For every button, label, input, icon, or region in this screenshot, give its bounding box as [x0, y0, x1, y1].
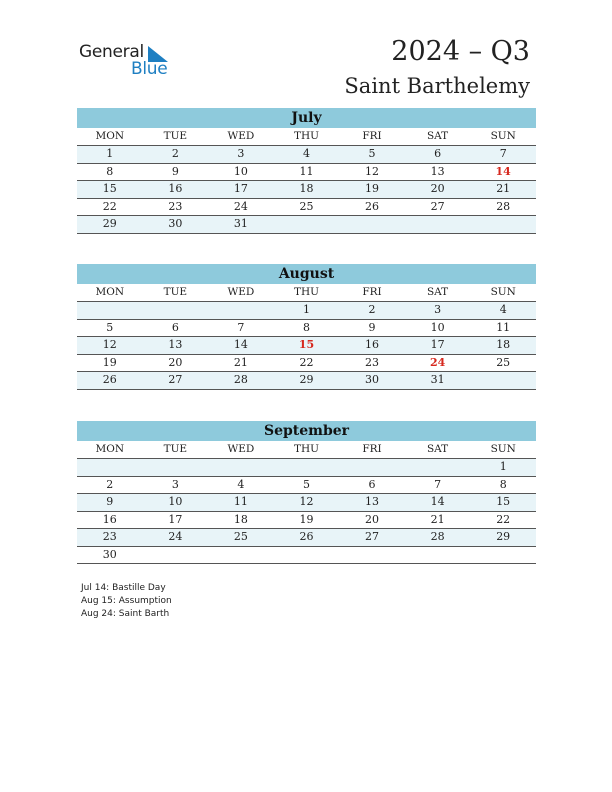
day-cell: 28: [208, 372, 274, 390]
week-row: [77, 511, 536, 529]
day-cell: 17: [143, 511, 209, 529]
day-cell: 7: [405, 476, 471, 494]
day-cell: 29: [77, 216, 143, 234]
day-cell: 13: [339, 494, 405, 512]
day-cell: 8: [470, 476, 536, 494]
weekday-label: SAT: [405, 128, 471, 146]
day-cell: 8: [77, 163, 143, 181]
month-calendar-september: [77, 421, 536, 564]
weekday-label: MON: [77, 441, 143, 459]
day-cell: 20: [405, 181, 471, 199]
day-cell: 13: [143, 337, 209, 355]
weekday-label: WED: [208, 441, 274, 459]
day-cell: 29: [470, 529, 536, 547]
day-cell: [77, 459, 143, 477]
day-cell: 30: [77, 546, 143, 564]
weekday-label: SUN: [470, 441, 536, 459]
day-cell: 27: [143, 372, 209, 390]
week-row: [77, 529, 536, 547]
day-cell: 15: [77, 181, 143, 199]
month-grid: [77, 441, 536, 564]
day-cell: 11: [274, 163, 340, 181]
week-row: [77, 354, 536, 372]
weekday-label: SUN: [470, 284, 536, 302]
week-row: [77, 216, 536, 234]
month-name: September: [77, 421, 536, 441]
week-row: [77, 546, 536, 564]
day-cell: 17: [405, 337, 471, 355]
day-cell: 12: [274, 494, 340, 512]
page-subtitle: Saint Barthelemy: [344, 74, 530, 98]
day-cell: [208, 546, 274, 564]
day-cell: 8: [274, 319, 340, 337]
day-cell: 3: [405, 302, 471, 320]
day-cell: 10: [208, 163, 274, 181]
holiday-notes: [81, 582, 172, 621]
day-cell: [339, 546, 405, 564]
weekday-header-row: [77, 284, 536, 302]
holiday-note: Aug 15: Assumption: [81, 596, 172, 606]
logo-word-general: General: [79, 42, 144, 62]
day-cell: 1: [274, 302, 340, 320]
week-row: [77, 494, 536, 512]
day-cell: 26: [274, 529, 340, 547]
day-cell: 4: [208, 476, 274, 494]
day-cell: [274, 216, 340, 234]
day-cell: 21: [208, 354, 274, 372]
week-row: [77, 372, 536, 390]
day-cell: 2: [143, 146, 209, 164]
logo-word-blue: Blue: [131, 59, 168, 79]
day-cell: [274, 546, 340, 564]
day-cell: 7: [208, 319, 274, 337]
day-cell: 26: [339, 198, 405, 216]
day-cell: 20: [143, 354, 209, 372]
day-cell: 1: [77, 146, 143, 164]
weekday-label: THU: [274, 128, 340, 146]
day-cell: 27: [339, 529, 405, 547]
day-cell: 28: [470, 198, 536, 216]
weekday-label: MON: [77, 128, 143, 146]
day-cell: 13: [405, 163, 471, 181]
day-cell: [143, 302, 209, 320]
month-calendar-august: [77, 264, 536, 390]
day-cell: 22: [77, 198, 143, 216]
week-row: [77, 337, 536, 355]
weekday-label: FRI: [339, 441, 405, 459]
day-cell: [77, 302, 143, 320]
day-cell: 25: [208, 529, 274, 547]
weekday-label: FRI: [339, 284, 405, 302]
weekday-header-row: [77, 441, 536, 459]
day-cell: 9: [77, 494, 143, 512]
day-cell: 6: [405, 146, 471, 164]
day-cell: 12: [339, 163, 405, 181]
weekday-label: WED: [208, 284, 274, 302]
day-cell: 28: [405, 529, 471, 547]
week-row: [77, 476, 536, 494]
week-row: [77, 319, 536, 337]
day-cell: 22: [274, 354, 340, 372]
day-cell: 19: [274, 511, 340, 529]
day-cell: 17: [208, 181, 274, 199]
day-cell: 5: [77, 319, 143, 337]
day-cell: 7: [470, 146, 536, 164]
day-cell: [208, 302, 274, 320]
day-cell: 29: [274, 372, 340, 390]
day-cell: [405, 216, 471, 234]
week-row: [77, 146, 536, 164]
day-cell: 9: [143, 163, 209, 181]
day-cell: 11: [470, 319, 536, 337]
weekday-label: THU: [274, 441, 340, 459]
day-cell: 2: [77, 476, 143, 494]
week-row: [77, 459, 536, 477]
weekday-label: SUN: [470, 128, 536, 146]
day-cell: 21: [405, 511, 471, 529]
day-cell: 16: [143, 181, 209, 199]
day-cell: [470, 372, 536, 390]
weekday-label: THU: [274, 284, 340, 302]
day-cell: 4: [274, 146, 340, 164]
day-cell: 19: [339, 181, 405, 199]
day-cell: 30: [339, 372, 405, 390]
week-row: [77, 181, 536, 199]
weekday-label: SAT: [405, 441, 471, 459]
day-cell: 3: [143, 476, 209, 494]
day-cell: 23: [143, 198, 209, 216]
day-cell: [405, 546, 471, 564]
day-cell: 31: [405, 372, 471, 390]
month-name: July: [77, 108, 536, 128]
day-cell: 25: [274, 198, 340, 216]
day-cell: 18: [470, 337, 536, 355]
page-title: 2024 – Q3: [391, 36, 530, 67]
weekday-label: FRI: [339, 128, 405, 146]
weekday-label: TUE: [143, 441, 209, 459]
weekday-label: TUE: [143, 284, 209, 302]
day-cell: 5: [339, 146, 405, 164]
month-grid: [77, 284, 536, 390]
day-cell: 24: [208, 198, 274, 216]
day-cell: 15: [470, 494, 536, 512]
day-cell: 6: [143, 319, 209, 337]
day-cell: 19: [77, 354, 143, 372]
day-cell: 15: [274, 337, 340, 355]
day-cell: 22: [470, 511, 536, 529]
day-cell: 14: [405, 494, 471, 512]
day-cell: [208, 459, 274, 477]
day-cell: 24: [143, 529, 209, 547]
day-cell: 10: [143, 494, 209, 512]
day-cell: 26: [77, 372, 143, 390]
day-cell: 31: [208, 216, 274, 234]
day-cell: 30: [143, 216, 209, 234]
day-cell: 25: [470, 354, 536, 372]
day-cell: 9: [339, 319, 405, 337]
day-cell: 1: [470, 459, 536, 477]
week-row: [77, 198, 536, 216]
day-cell: [405, 459, 471, 477]
day-cell: 21: [470, 181, 536, 199]
day-cell: 24: [405, 354, 471, 372]
day-cell: 5: [274, 476, 340, 494]
day-cell: 20: [339, 511, 405, 529]
weekday-label: TUE: [143, 128, 209, 146]
day-cell: [339, 459, 405, 477]
day-cell: 16: [339, 337, 405, 355]
day-cell: 2: [339, 302, 405, 320]
day-cell: [143, 459, 209, 477]
day-cell: 10: [405, 319, 471, 337]
day-cell: 18: [274, 181, 340, 199]
holiday-note: Aug 24: Saint Barth: [81, 609, 170, 619]
weekday-label: WED: [208, 128, 274, 146]
holiday-note: Jul 14: Bastille Day: [81, 583, 166, 593]
week-row: [77, 302, 536, 320]
month-name: August: [77, 264, 536, 284]
logo: [79, 42, 179, 82]
day-cell: [274, 459, 340, 477]
day-cell: 6: [339, 476, 405, 494]
day-cell: 16: [77, 511, 143, 529]
day-cell: 23: [339, 354, 405, 372]
day-cell: 23: [77, 529, 143, 547]
month-calendar-july: [77, 108, 536, 234]
day-cell: 12: [77, 337, 143, 355]
day-cell: 14: [208, 337, 274, 355]
day-cell: [470, 216, 536, 234]
day-cell: 4: [470, 302, 536, 320]
day-cell: [143, 546, 209, 564]
day-cell: [470, 546, 536, 564]
month-grid: [77, 128, 536, 234]
day-cell: [339, 216, 405, 234]
day-cell: 3: [208, 146, 274, 164]
day-cell: 18: [208, 511, 274, 529]
weekday-label: SAT: [405, 284, 471, 302]
day-cell: 11: [208, 494, 274, 512]
weekday-label: MON: [77, 284, 143, 302]
day-cell: 27: [405, 198, 471, 216]
week-row: [77, 163, 536, 181]
day-cell: 14: [470, 163, 536, 181]
weekday-header-row: [77, 128, 536, 146]
